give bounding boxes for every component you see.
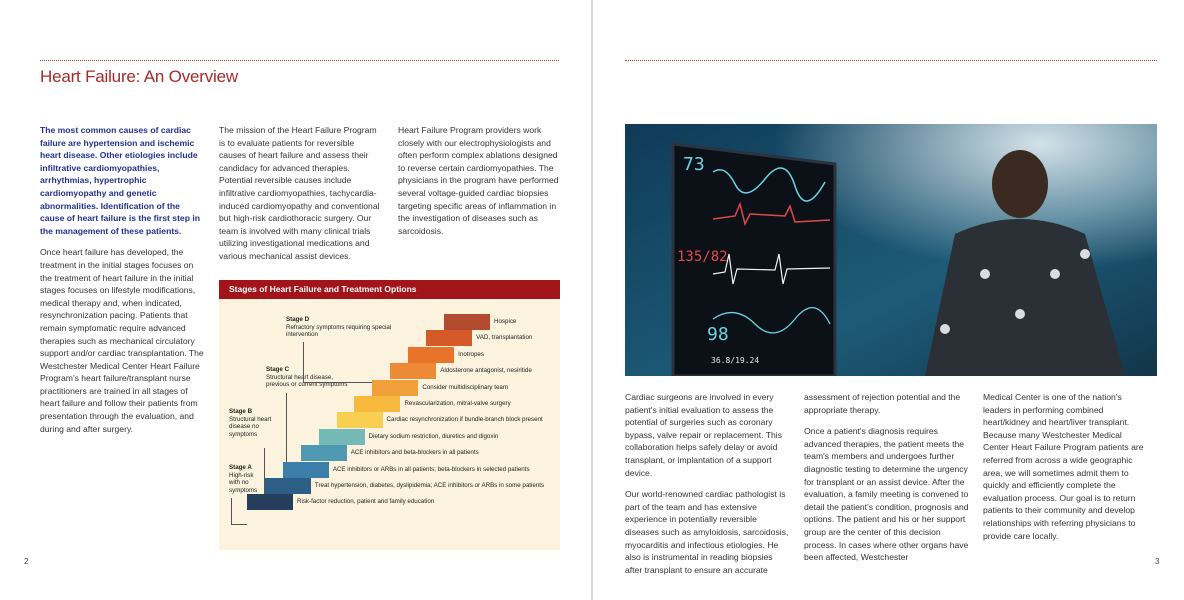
stages-chart [219, 280, 560, 550]
stair-step [390, 363, 436, 379]
stair-step-label: Cardiac resynchronization if bundle-branch block present [386, 416, 543, 424]
stair-step-label: Treat hypertension, diabetes, dyslipidemia; ACE inhibitors or ARBs in some patients [314, 482, 545, 489]
chart-header [219, 280, 560, 299]
bracket-line [231, 498, 232, 524]
bracket-line [286, 393, 287, 470]
stair-step [283, 462, 329, 478]
column-2 [804, 391, 969, 573]
stair-step [444, 314, 490, 330]
stair-step-label: Hospice [494, 318, 517, 325]
stair-step [301, 445, 347, 461]
left-page [0, 0, 591, 600]
top-rule [625, 60, 1157, 61]
body-paragraph: Cardiac surgeons are involved in every patient's initial evaluation to assess the potential of surgeries such as coronary bypass, valve repair or replacement. This collaboration helps safely delay or avoid transplant, or implantation of a support device. [625, 392, 782, 478]
stage-desc: Structural heart disease no symptoms [229, 415, 272, 438]
stair-step-label: Dietary sodium restriction, diuretics and digoxin [368, 432, 499, 440]
page-number: 3 [1155, 557, 1160, 566]
stage-desc: Structural heart disease, previous or current symptoms [266, 373, 348, 389]
body-paragraph: Medical Center is one of the nation's leaders in performing combined heart/kidney and heart/liver transplant. Because many Westchester Medical Center Heart Failure Program patients are referred from across a wide geographic area, we will sometimes admit them to quickly and efficiently complete the evaluation process. Our goal is to return patients to their community and develop relationships with referring physicians to provide care locally. [983, 392, 1144, 541]
stair-step-label: Revascularization, mitral-valve surgery [404, 400, 511, 407]
stage-name: Stage C [266, 366, 290, 373]
stage-name: Stage D [286, 316, 310, 323]
stair-step [426, 330, 472, 346]
right-page [593, 0, 1184, 600]
column-2 [219, 124, 383, 272]
stair-step-label: ACE inhibitors or ARBs in all patients; beta-blockers in selected patients [332, 465, 530, 473]
stair-step [372, 380, 418, 396]
stair-step [408, 347, 454, 363]
stage-name: Stage A [229, 464, 252, 471]
stair-step [319, 429, 365, 445]
stair-step-label: Aldosterone antagonist, nesiritide [440, 367, 532, 375]
stage-desc: High-risk with no symptoms [229, 471, 258, 494]
monitor-value: 98 [707, 324, 729, 345]
stage-a-label [229, 464, 265, 494]
column-1 [40, 124, 204, 444]
stair-step-label: Risk-factor reduction, patient and family education [297, 498, 435, 506]
stage-b-label [229, 408, 275, 438]
column-1 [625, 391, 790, 585]
top-rule [40, 60, 559, 61]
lead-paragraph: The most common causes of cardiac failure are hypertension and ischemic heart disease. Other etiologies include infiltrative cardiomyopathies, arrhythmias, hypertrophic cardiomyopathy and genetic abnormalities. Identification of the cause of heart failure is the first step in the management of these patients. [40, 125, 200, 236]
monitor-value: 135/82 [677, 249, 728, 265]
stair-step [354, 396, 400, 412]
stage-d-label [286, 316, 396, 339]
bracket-line [231, 524, 247, 525]
stair-step-label: VAD, transplantation [476, 334, 533, 342]
column-3 [398, 124, 561, 246]
stair-step-label: Consider multidisciplinary team [422, 383, 508, 391]
stair-step [265, 478, 311, 494]
body-paragraph: The mission of the Heart Failure Program is to evaluate patients for reversible causes of heart failure and assess their candidacy for advanced therapies. Potential reversible causes include infiltrative cardiomyopathies, tachycardia-induced cardiomyopathy and conventional but high-risk cardiothoracic surgery. Our team is involved with many clinical trials utilizing investigational medications and various mechanical assist devices. [219, 125, 380, 261]
stage-name: Stage B [229, 408, 253, 415]
chart-title: Stages of Heart Failure and Treatment Options [229, 284, 417, 294]
column-3 [983, 391, 1148, 551]
stair-step [337, 412, 383, 428]
stage-c-label [266, 366, 356, 389]
body-paragraph: assessment of rejection potential and the appropriate therapy. [804, 392, 961, 415]
page-title: Heart Failure: An Overview [40, 67, 238, 86]
body-paragraph: Once heart failure has developed, the treatment in the initial stages focuses on the treatment of heart failure in the initial stages focuses on lifestyle modifications, medical therapy and, when indicated, resynchronization pacing. Patients that remain symptomatic require advanced therapies such as mechanical circulatory support and/or cardiac transplantation. The Westchester Medical Center Heart Failure Program's heart failure/transplant nurse practitioners are trained in all stages of heart failure and follow their patients from presentation through the evaluation, and during and after surgery. [40, 247, 204, 434]
stair-step [247, 494, 293, 510]
monitor-value: 73 [683, 154, 705, 175]
stair-step-label: Inotropes [458, 350, 484, 358]
body-paragraph: Our world-renowned cardiac pathologist is part of the team and has extensive experience in potentially reversible diseases such as amyloidosis, sarcoidosis, myocarditis and infectious etiologies. He also is instrumental in reading biopsies after transplant to ensure an accurate [625, 489, 789, 575]
stair-step-label: ACE inhibitors and beta-blockers in all patients [350, 449, 479, 457]
body-paragraph: Heart Failure Program providers work closely with our electrophysiologists and often perform complex ablations designed to reverse certain cardiomyopathies. The physicians in the program have performed several voltage-guided cardiac biopsies targeting specific areas of inflammation in the investigation of diseases such as sarcoidosis. [398, 125, 559, 236]
monitor-value: 36.8/19.24 [711, 356, 760, 365]
stage-desc: Refractory symptoms requiring special intervention [286, 323, 392, 339]
body-paragraph: Once a patient's diagnosis requires advanced therapies, the patient meets the team's members and undergoes further diagnostic testing to determine the urgency for transplant or an assist device. After the evaluation, a family meeting is convened to detail the patient's condition, prognosis and options. The patient and his or her support group are the center of this decision process. In cases where other organs have been affected, Westchester [804, 426, 969, 563]
page-number: 2 [24, 557, 29, 566]
patient-treadmill-photo [625, 124, 1157, 376]
bracket-line [303, 342, 304, 382]
